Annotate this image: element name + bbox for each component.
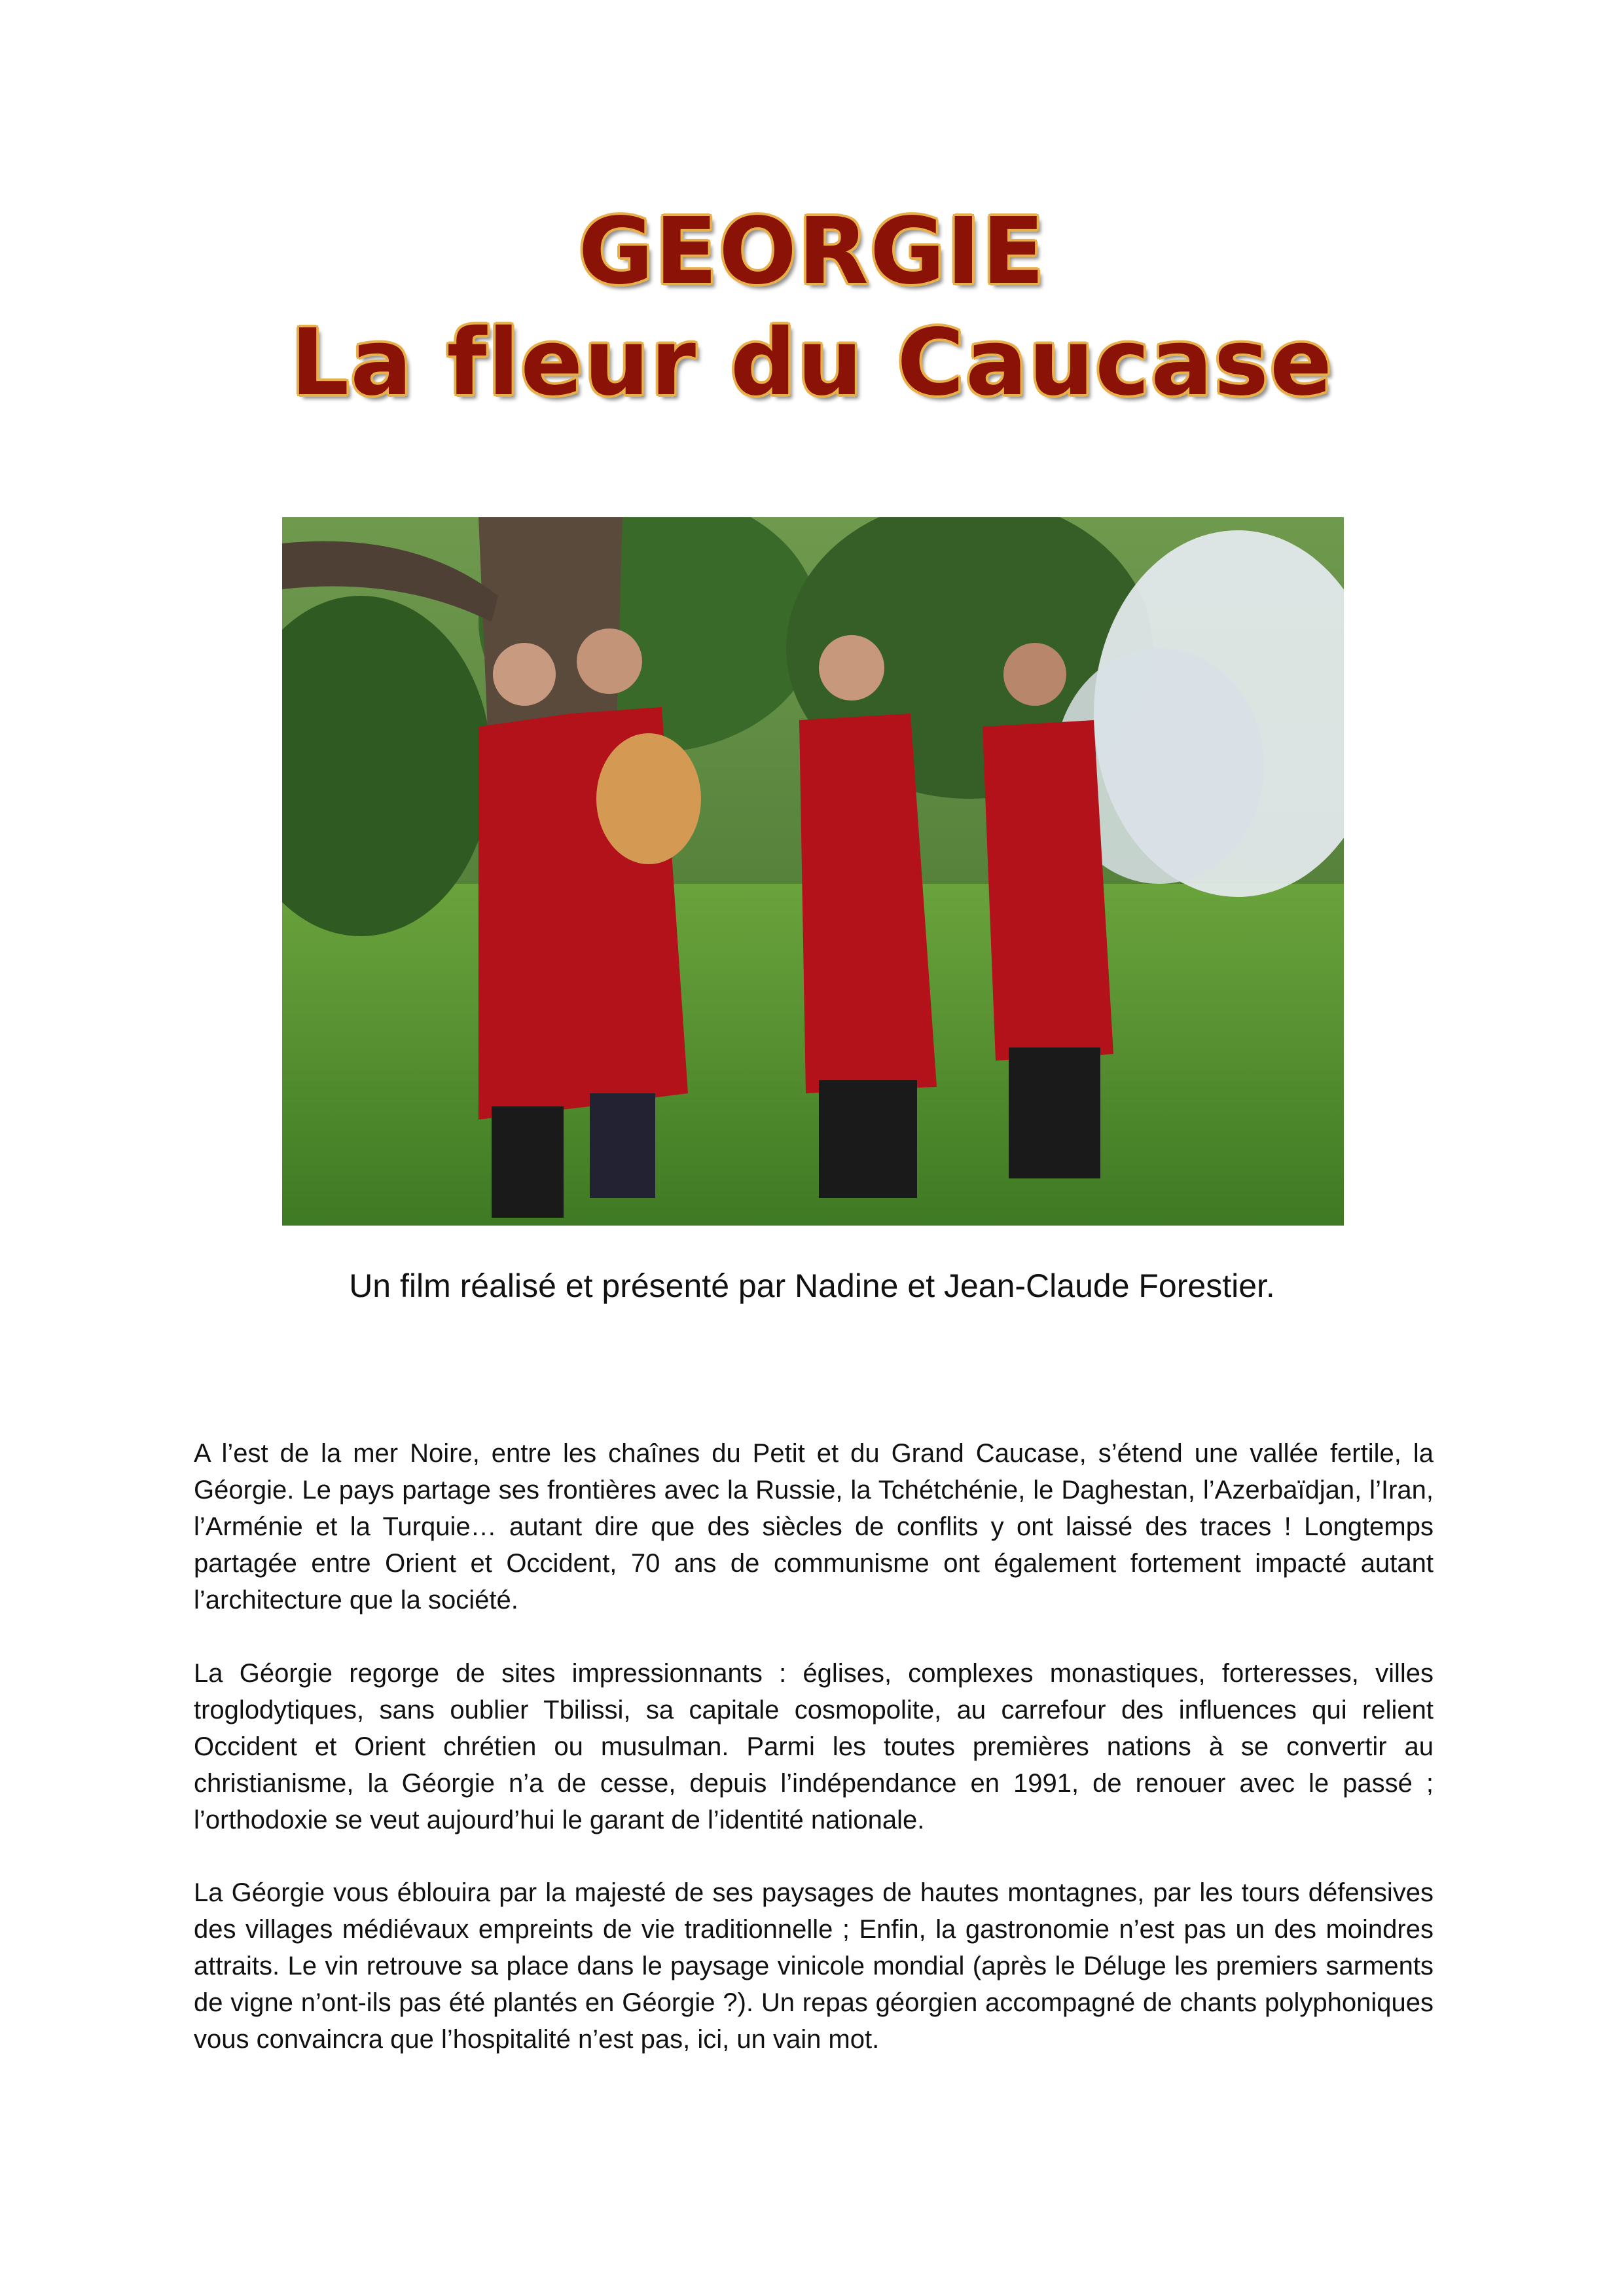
title-line-2: La fleur du Caucase <box>291 310 1333 416</box>
title-line-1: GEORGIE <box>578 198 1046 305</box>
photo-georgian-singers <box>282 517 1344 1226</box>
paragraph-sites: La Géorgie regorge de sites impressionnants : églises, complexes monastiques, forteresses, villes troglodytiques, sans oublier Tbilissi, sa capitale cosmopolite, au carrefour des influences qui relient Occident et Orient chrétien ou musulman. Parmi les toutes premières nations à se convertir au christianisme, la Géorgie n’a de cesse, depuis l’indépendance en 1991, de renouer avec le passé ; l’orthodoxie se veut aujourd’hui le garant de l’identité nationale. <box>194 1659 1434 1834</box>
film-credit: Un film réalisé et présenté par Nadine et Jean-Claude Forestier. <box>349 1267 1275 1304</box>
title-block <box>0 196 1624 419</box>
paragraph-intro: A l’est de la mer Noire, entre les chaînes du Petit et du Grand Caucase, s’étend une vallée fertile, la Géorgie. Le pays partage ses frontières avec la Russie, la Tchétchénie, le Daghestan, l’Azerbaïdjan, l’Iran, l’Arménie et la Turquie… autant dire que des siècles de conflits y ont laissé des traces ! Longtemps partagée entre Orient et Occident, 70 ans de communisme ont également fortement impacté autant l’architecture que la société. <box>194 1439 1434 1614</box>
paragraph-landscapes: La Géorgie vous éblouira par la majesté de ses paysages de hautes montagnes, par les tours défensives des villages médiévaux empreints de vie traditionnelle ; Enfin, la gastronomie n’est pas un des moindres attraits. Le vin retrouve sa place dans le paysage vinicole mondial (après le Déluge les premiers sarments de vigne n’ont-ils pas été plantés en Géorgie ?). Un repas géorgien accompagné de chants polyphoniques vous convaincra que l’hospitalité n’est pas, ici, un vain mot. <box>194 1878 1434 2054</box>
